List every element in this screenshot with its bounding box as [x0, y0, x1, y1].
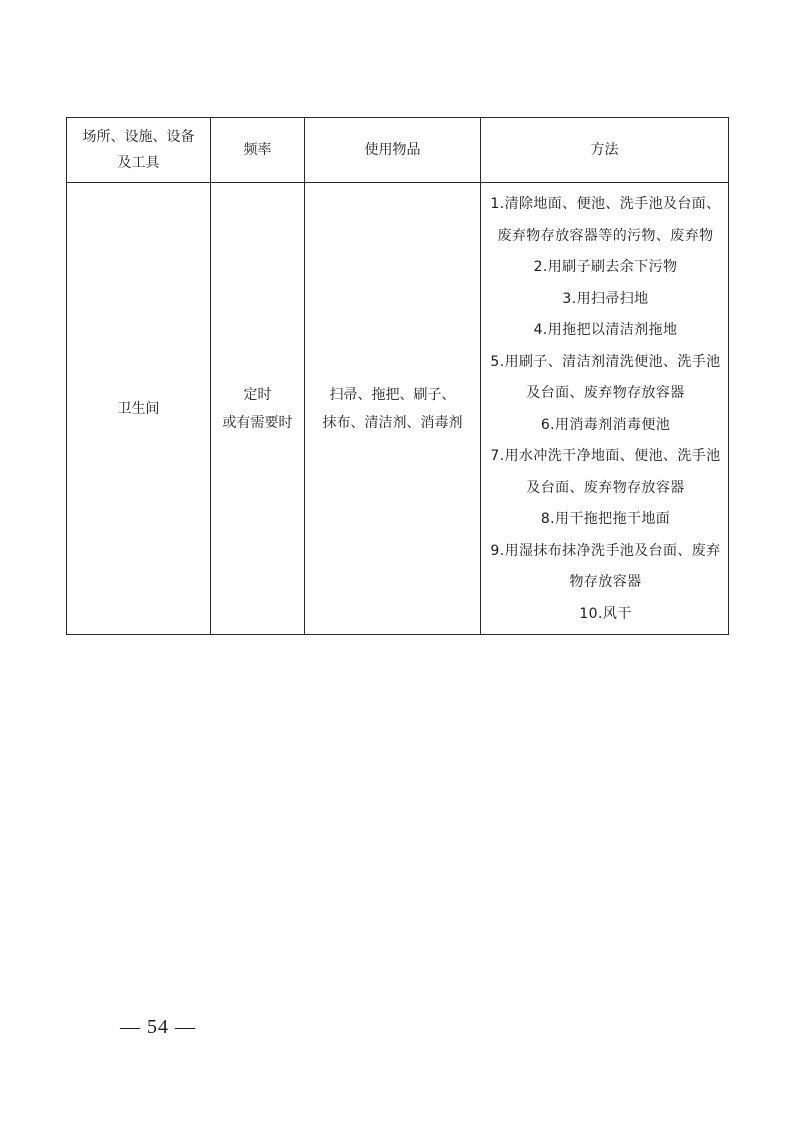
- items-line2: 抹布、清洁剂、消毒剂: [322, 414, 463, 431]
- method-step-2: 2.用刷子刷去余下污物: [533, 259, 678, 275]
- cleaning-procedure-table: [66, 117, 729, 635]
- method-step-7: 7.用水冲洗干净地面、便池、洗手池及台面、废弃物存放容器: [490, 448, 721, 496]
- page-number: — 54 —: [120, 1016, 196, 1038]
- frequency-cell: [211, 183, 305, 635]
- items-line1: 扫帚、拖把、刷子、: [329, 386, 456, 403]
- method-step-4: 4.用拖把以清洁剂拖地: [533, 322, 678, 338]
- frequency-line2: 或有需要时: [222, 414, 293, 431]
- header-place-line1: 场所、设施、设备: [82, 129, 195, 145]
- method-step-8: 8.用干拖把拖干地面: [540, 511, 671, 527]
- place-cell: 卫生间: [67, 183, 211, 635]
- method-step-6: 6.用消毒剂消毒便池: [540, 416, 671, 433]
- header-place-line2: 及工具: [117, 155, 160, 171]
- method-step-10: 10.风干: [579, 605, 632, 622]
- method-step-3: 3.用扫帚扫地: [562, 290, 649, 307]
- method-cell: [481, 183, 729, 635]
- method-step-1: 1.清除地面、便池、洗手池及台面、废弃物存放容器等的污物、废弃物: [490, 196, 721, 244]
- items-cell: [305, 183, 481, 635]
- method-step-5: 5.用刷子、清洁剂清洗便池、洗手池及台面、废弃物存放容器: [490, 353, 721, 401]
- header-place: [67, 118, 211, 183]
- table-row: [67, 183, 729, 635]
- method-step-9: 9.用湿抹布抹净洗手池及台面、废弃物存放容器: [490, 542, 721, 590]
- header-frequency: 频率: [211, 118, 305, 183]
- frequency-line1: 定时: [243, 386, 272, 403]
- header-items: 使用物品: [305, 118, 481, 183]
- header-method: 方法: [481, 118, 729, 183]
- table-header-row: [67, 118, 729, 183]
